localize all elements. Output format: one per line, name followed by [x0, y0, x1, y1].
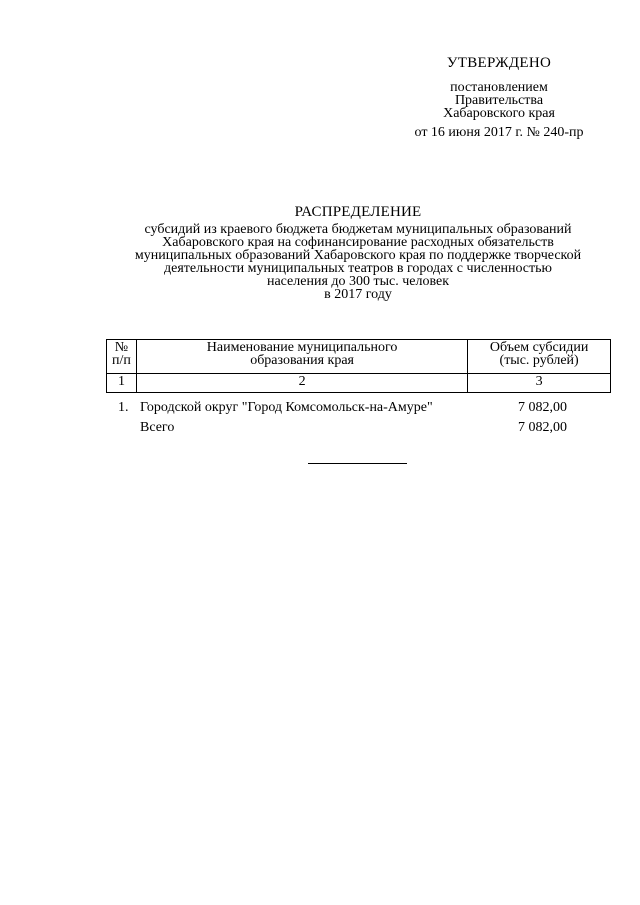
approved-by-line-1: постановлением: [450, 80, 548, 95]
end-divider: [308, 463, 407, 464]
header-number: № п/п: [107, 340, 137, 374]
document-subtitle: [100, 223, 616, 301]
row-municipality: Городской округ "Город Комсомольск-на-Амуре": [140, 400, 433, 415]
approved-by-line-2: Правительства: [454, 93, 544, 108]
subtitle-line: населения до 300 тыс. человек: [266, 274, 450, 289]
document-title: РАСПРЕДЕЛЕНИЕ: [294, 204, 422, 220]
column-number-1: 1: [107, 374, 137, 393]
subtitle-line: в 2017 году: [324, 287, 392, 302]
column-number-2: 2: [136, 374, 467, 393]
column-number-3: 3: [468, 374, 611, 393]
subtitle-line: Хабаровского края на софинансирование расходных обязательств: [162, 235, 554, 250]
table-column-numbers-row: [107, 374, 611, 393]
approved-heading: УТВЕРЖДЕНО: [446, 55, 552, 71]
total-row: [106, 418, 611, 438]
distribution-table-body: [106, 398, 611, 438]
row-number: 1.: [118, 400, 129, 415]
subtitle-line: деятельности муниципальных театров в городах с численностью: [164, 261, 552, 276]
header-subsidy-volume: Объем субсидии (тыс. рублей): [468, 340, 611, 374]
subtitle-line: муниципальных образований Хабаровского края по поддержке творческой: [134, 248, 582, 263]
table-header-row: [107, 340, 611, 374]
subtitle-line: субсидий из краевого бюджета бюджетам муниципальных образований: [144, 222, 572, 237]
distribution-table-header: [106, 339, 611, 393]
table-row: [106, 398, 611, 418]
total-label: Всего: [140, 420, 175, 435]
row-subsidy-value: 7 082,00: [518, 400, 567, 415]
approved-by-line-3: Хабаровского края: [443, 106, 555, 121]
header-municipality: Наименование муниципального образования края: [136, 340, 467, 374]
approval-block: [394, 56, 604, 139]
total-value: 7 082,00: [518, 420, 567, 435]
approval-date: от 16 июня 2017 г. № 240-пр: [414, 125, 584, 140]
